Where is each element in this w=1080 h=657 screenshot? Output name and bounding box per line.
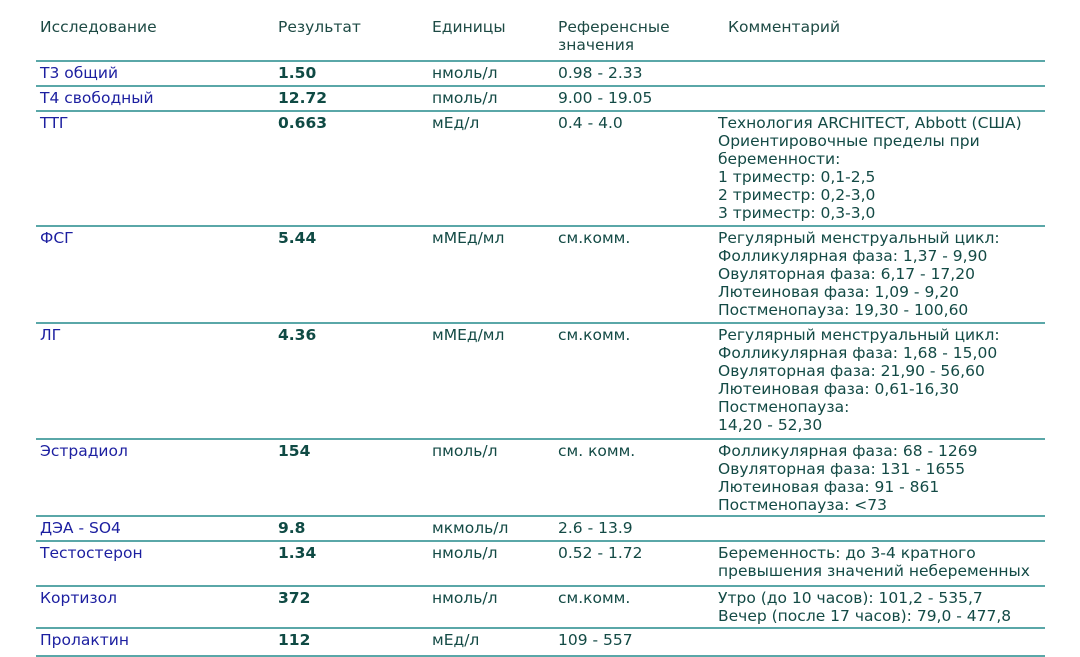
table-row xyxy=(36,225,1045,322)
result-value: 372 xyxy=(278,589,311,607)
reference-range: 2.6 - 13.9 xyxy=(558,519,633,537)
header-reference: Референсные значения xyxy=(558,18,670,54)
comment: Регулярный менструальный цикл: Фолликулярная фаза: 1,68 - 15,00 Овуляторная фаза: 21,90 - 56,60 Лютеиновая фаза: 0,61-16,30 Постменопауза: 14,20 - 52,30 xyxy=(718,326,1000,434)
units: мМЕд/мл xyxy=(432,229,505,247)
table-row xyxy=(36,110,1045,225)
result-value: 1.50 xyxy=(278,64,317,82)
result-value: 0.663 xyxy=(278,114,328,132)
test-name: ДЭА - SO4 xyxy=(40,519,121,537)
comment: Технология ARCHITECT, Abbott (США) Ориентировочные пределы при беременности: 1 триместр: 0,1-2,5 2 триместр: 0,2-3,0 3 триместр: 0,3-3,0 xyxy=(718,114,1022,222)
units: нмоль/л xyxy=(432,544,498,562)
header-comment: Комментарий xyxy=(728,18,841,36)
units: пмоль/л xyxy=(432,89,498,107)
comment: Регулярный менструальный цикл: Фолликулярная фаза: 1,37 - 9,90 Овуляторная фаза: 6,17 - 17,20 Лютеиновая фаза: 1,09 - 9,20 Постменопауза: 19,30 - 100,60 xyxy=(718,229,1000,319)
result-value: 12.72 xyxy=(278,89,328,107)
test-name: Т4 свободный xyxy=(40,89,154,107)
units: пмоль/л xyxy=(432,442,498,460)
reference-range: 109 - 557 xyxy=(558,631,633,649)
result-value: 112 xyxy=(278,631,311,649)
table-header xyxy=(0,18,1080,60)
reference-range: см.комм. xyxy=(558,326,631,344)
comment: Утро (до 10 часов): 101,2 - 535,7 Вечер (после 17 часов): 79,0 - 477,8 xyxy=(718,589,1012,625)
header-test: Исследование xyxy=(40,18,157,36)
table-row xyxy=(36,515,1045,540)
table-row xyxy=(36,85,1045,110)
table-row xyxy=(36,438,1045,515)
units: мЕд/л xyxy=(432,631,480,649)
units: мкмоль/л xyxy=(432,519,509,537)
table-row xyxy=(36,322,1045,438)
units: нмоль/л xyxy=(432,589,498,607)
result-value: 154 xyxy=(278,442,311,460)
units: мМЕд/мл xyxy=(432,326,505,344)
reference-range: см. комм. xyxy=(558,442,636,460)
comment: Фолликулярная фаза: 68 - 1269 Овуляторная фаза: 131 - 1655 Лютеиновая фаза: 91 - 861 Постменопауза: <73 xyxy=(718,442,978,514)
table-row xyxy=(36,540,1045,585)
reference-range: см.комм. xyxy=(558,229,631,247)
test-name: Тестостерон xyxy=(40,544,143,562)
test-name: Кортизол xyxy=(40,589,118,607)
header-units: Единицы xyxy=(432,18,506,36)
test-name: Т3 общий xyxy=(40,64,119,82)
units: мЕд/л xyxy=(432,114,480,132)
reference-range: см.комм. xyxy=(558,589,631,607)
reference-range: 0.52 - 1.72 xyxy=(558,544,643,562)
result-value: 5.44 xyxy=(278,229,317,247)
result-value: 1.34 xyxy=(278,544,317,562)
test-name: ФСГ xyxy=(40,229,74,247)
reference-range: 9.00 - 19.05 xyxy=(558,89,653,107)
reference-range: 0.98 - 2.33 xyxy=(558,64,643,82)
test-name: ТТГ xyxy=(40,114,69,132)
reference-range: 0.4 - 4.0 xyxy=(558,114,623,132)
comment: Беременность: до 3-4 кратного превышения значений небеременных xyxy=(718,544,1030,580)
header-result: Результат xyxy=(278,18,361,36)
units: нмоль/л xyxy=(432,64,498,82)
table-row xyxy=(36,627,1045,655)
result-value: 4.36 xyxy=(278,326,317,344)
test-name: Эстрадиол xyxy=(40,442,128,460)
test-name: ЛГ xyxy=(40,326,62,344)
test-name: Пролактин xyxy=(40,631,129,649)
result-value: 9.8 xyxy=(278,519,306,537)
table-row xyxy=(36,585,1045,627)
table-row xyxy=(36,60,1045,85)
